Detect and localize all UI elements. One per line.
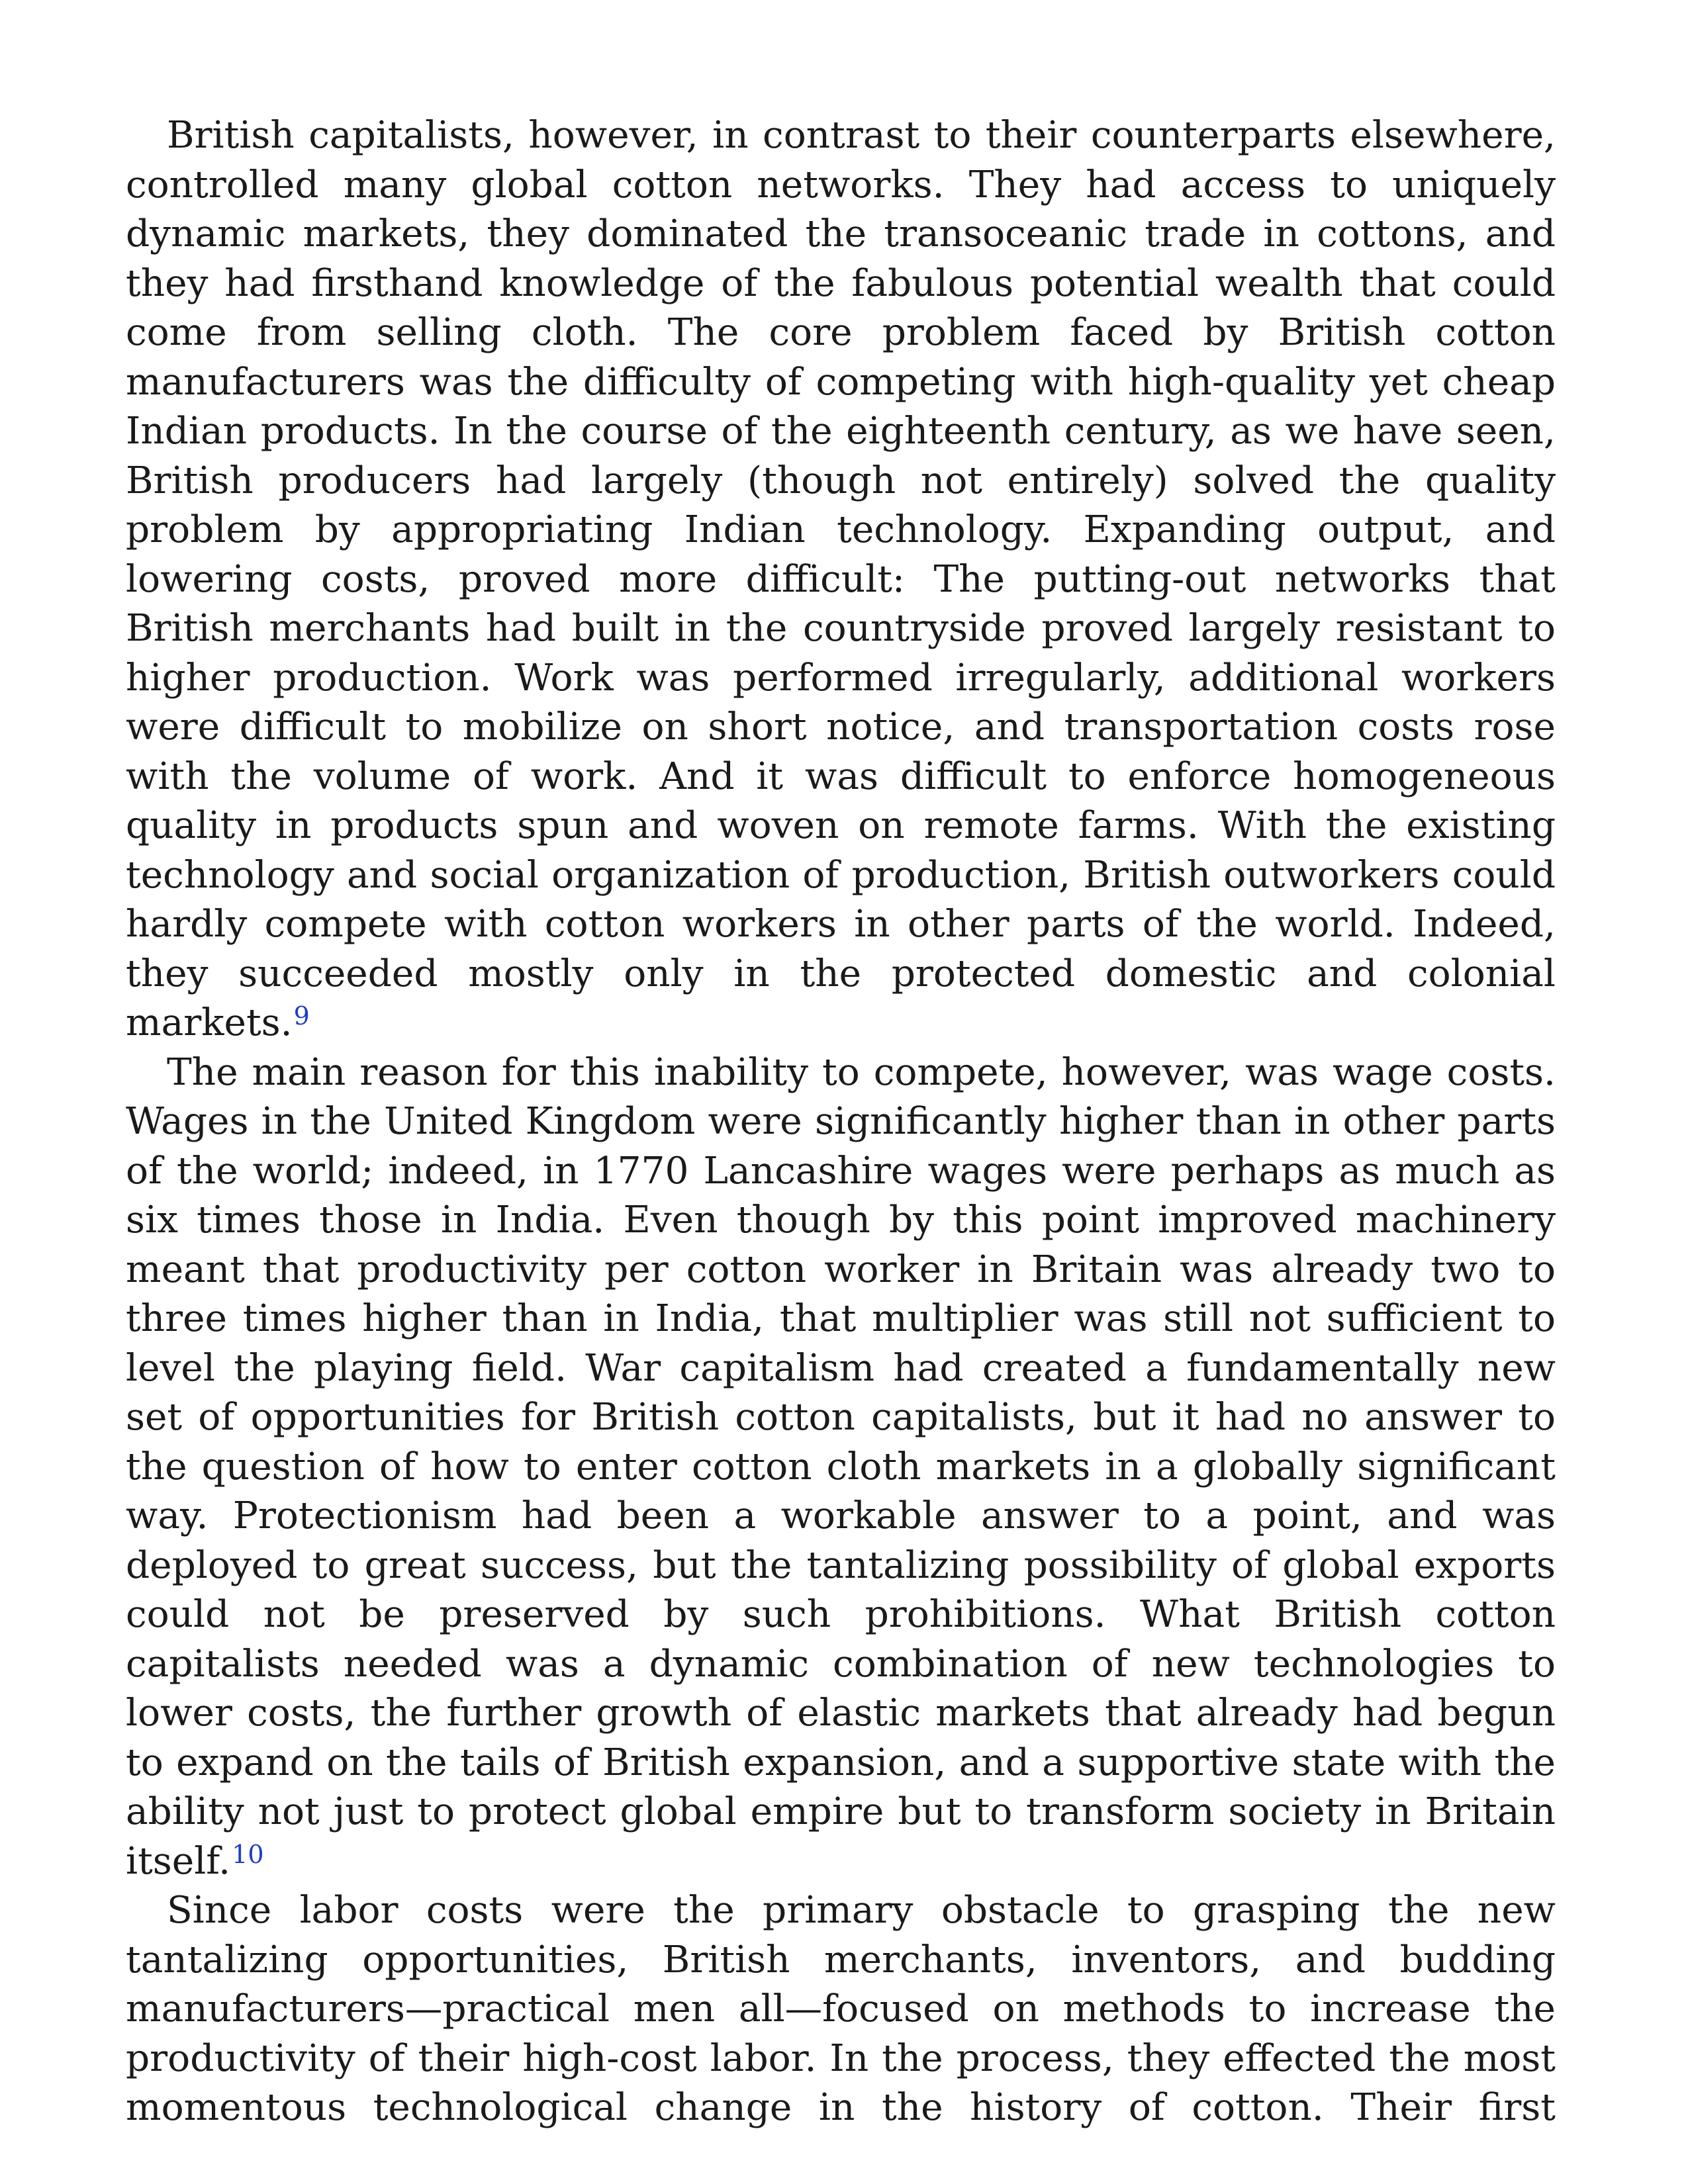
footnote-link-9[interactable]: 9 [293,1001,310,1030]
paragraph-2-text: The main reason for this inability to compete, however, was wage costs. Wages in the United Kingdom were significantly higher than in other parts of the world; indeed, in 1770 Lancashire wages were perhaps as much as six times those in India. Even though by this point improved machinery meant that productivity per cotton worker in Britain was already two to three times higher than in India, that multiplier was still not sufficient to level the playing field. War capitalism had created a fundamentally new set of opportunities for British cotton capitalists, but it had no answer to the question of how to enter cotton cloth markets in a globally significant way. Protectionism had been a workable answer to a point, and was deployed to great success, but the tantalizing possibility of global exports could not be preserved by such prohibitions. What British cotton capitalists needed was a dynamic combination of new technologies to lower costs, the further growth of elastic markets that already had begun to expand on the tails of British expansion, and a supportive state with the ability not just to protect global empire but to transform society in Britain itself. [126,1050,1556,1883]
paragraph-3 [126,1886,1556,2133]
paragraph-1 [126,111,1556,1048]
document-page [126,111,1556,2133]
paragraph-3-text: Since labor costs were the primary obstacle to grasping the new tantalizing opportunities, British merchants, inventors, and budding manufacturers—practical men all—focused on methods to increase the productivity of their high-cost labor. In the process, they effected the most momentous technological change in the history of cotton. Their first [126,1889,1556,2129]
paragraph-1-text: British capitalists, however, in contrast to their counterparts elsewhere, controlled many global cotton networks. They had access to uniquely dynamic markets, they dominated the transoceanic trade in cottons, and they had firsthand knowledge of the fabulous potential wealth that could come from selling cloth. The core problem faced by British cotton manufacturers was the difficulty of competing with high-quality yet cheap Indian products. In the course of the eighteenth century, as we have seen, British producers had largely (though not entirely) solved the quality problem by appropriating Indian technology. Expanding output, and lowering costs, proved more difficult: The putting-out networks that British merchants had built in the countryside proved largely resistant to higher production. Work was performed irregularly, additional workers were difficult to mobilize on short notice, and transportation costs rose with the volume of work. And it was difficult to enforce homogeneous quality in products spun and woven on remote farms. With the existing technology and social organization of production, British outworkers could hardly compete with cotton workers in other parts of the world. Indeed, they succeeded mostly only in the protected domestic and colonial markets. [126,114,1556,1044]
paragraph-2 [126,1048,1556,1887]
footnote-link-10[interactable]: 10 [232,1839,264,1869]
